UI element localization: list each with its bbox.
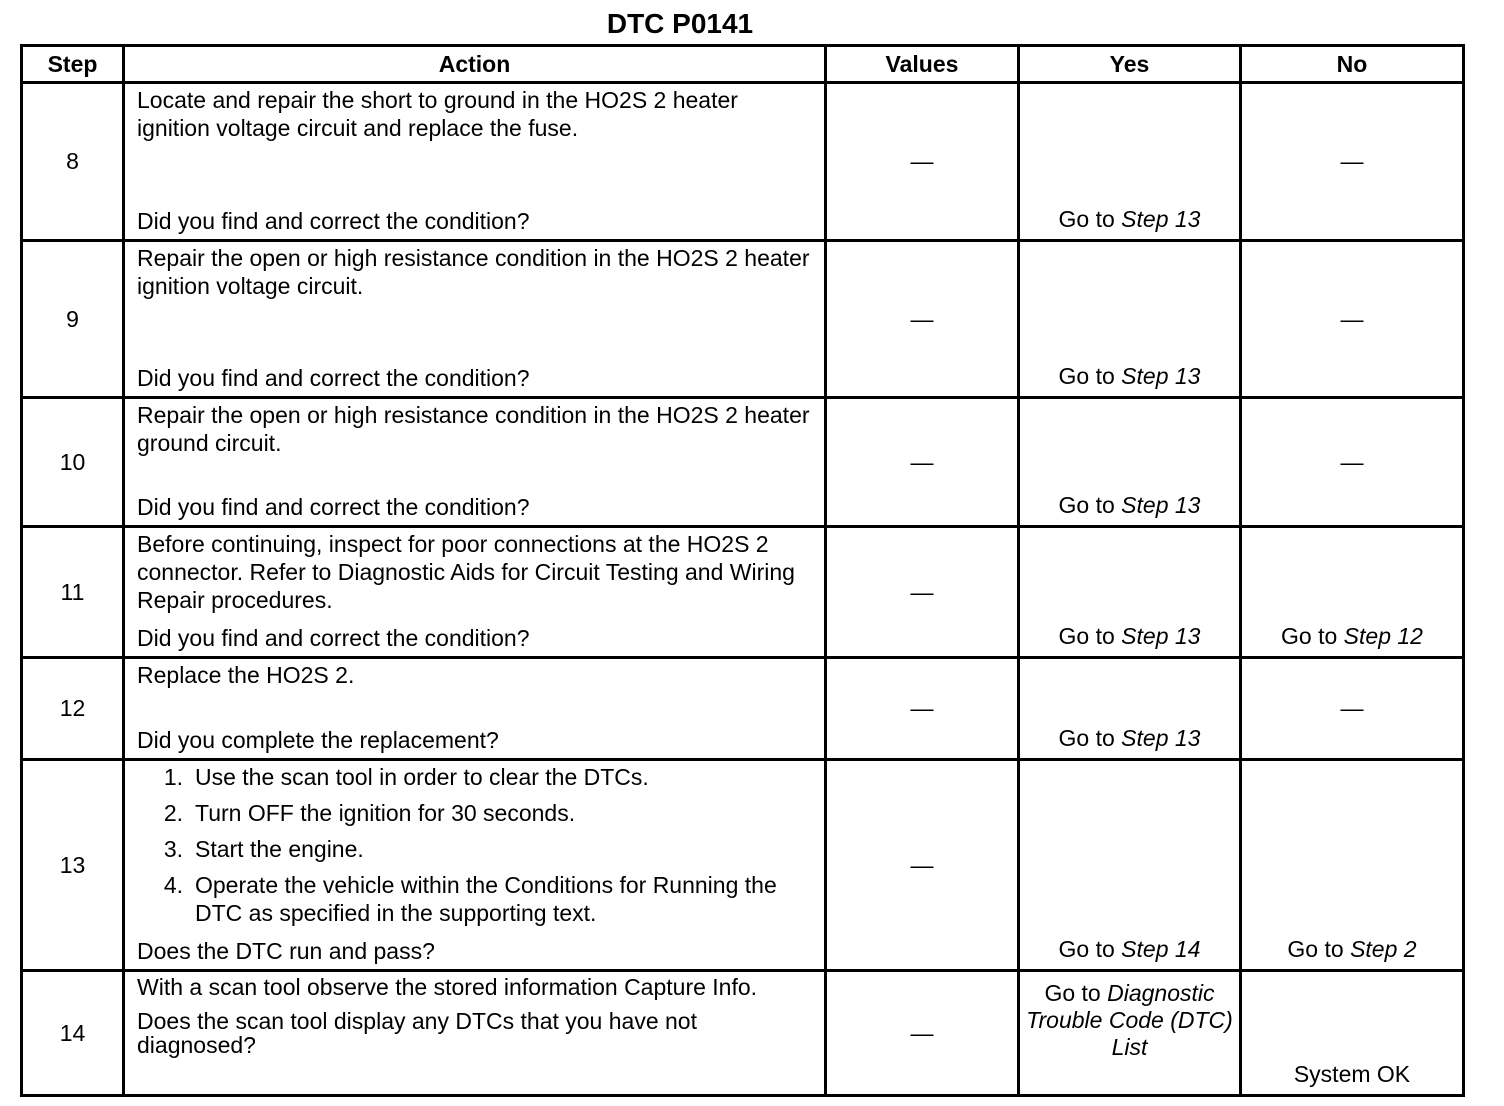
yes-prefix: Go to (1058, 363, 1122, 389)
no-cell: System OK (1241, 971, 1464, 1096)
no-cell (1241, 527, 1464, 658)
action-question: Did you complete the replacement? (137, 727, 499, 753)
action-text: Repair the open or high resistance condition in the HO2S 2 heater ignition voltage circuit. (137, 245, 810, 299)
values-cell: — (826, 527, 1019, 658)
action-question: Does the scan tool display any DTCs that you have not diagnosed? (137, 1008, 697, 1058)
yes-cell (1019, 241, 1241, 398)
table-row (22, 971, 1464, 1096)
substep-text: Turn OFF the ignition for 30 seconds. (195, 800, 576, 826)
action-cell (124, 83, 826, 241)
yes-step-link[interactable]: Step 13 (1121, 206, 1201, 232)
table-row (22, 658, 1464, 760)
substep-item (137, 871, 816, 927)
action-cell (124, 527, 826, 658)
substep-text: Operate the vehicle within the Conditions for Running the DTC as specified in the supporting text. (195, 872, 777, 926)
action-text: Locate and repair the short to ground in the HO2S 2 heater ignition voltage circuit and replace the fuse. (137, 87, 738, 141)
values-cell: — (826, 241, 1019, 398)
action-text: Before continuing, inspect for poor connections at the HO2S 2 connector. Refer to Diagnostic Aids for Circuit Testing and Wiring Repair procedures. (137, 531, 795, 613)
substep-item (137, 763, 816, 791)
substep-item (137, 835, 816, 863)
values-cell: — (826, 658, 1019, 760)
no-step-link[interactable]: Step 12 (1343, 623, 1423, 649)
yes-prefix: Go to (1058, 936, 1122, 962)
yes-step-link[interactable]: Step 13 (1121, 725, 1201, 751)
yes-cell (1019, 527, 1241, 658)
action-text: Replace the HO2S 2. (137, 662, 355, 688)
yes-cell (1019, 658, 1241, 760)
no-cell (1241, 760, 1464, 971)
step-number: 10 (22, 398, 124, 527)
yes-step-link[interactable]: Step 13 (1121, 363, 1201, 389)
no-cell: — (1241, 83, 1464, 241)
step-number: 13 (22, 760, 124, 971)
action-cell (124, 971, 826, 1096)
yes-prefix: Go to (1058, 492, 1122, 518)
substep-text: Start the engine. (195, 836, 364, 862)
no-cell: — (1241, 241, 1464, 398)
yes-prefix: Go to (1058, 206, 1122, 232)
header-yes: Yes (1019, 46, 1241, 83)
action-cell (124, 241, 826, 398)
substep-number: 1. (163, 764, 183, 790)
header-values: Values (826, 46, 1019, 83)
yes-cell (1019, 760, 1241, 971)
header-no: No (1241, 46, 1464, 83)
action-question: Did you find and correct the condition? (137, 208, 530, 234)
yes-dtc-list-link[interactable]: Diagnostic Trouble Code (DTC) List (1026, 980, 1233, 1060)
no-step-link[interactable]: Step 2 (1350, 936, 1417, 962)
substep-number: 2. (163, 800, 183, 826)
yes-step-link[interactable]: Step 13 (1121, 492, 1201, 518)
action-question: Did you find and correct the condition? (137, 365, 530, 391)
substep-item (137, 799, 816, 827)
header-step: Step (22, 46, 124, 83)
action-question: Does the DTC run and pass? (137, 938, 435, 964)
step-number: 12 (22, 658, 124, 760)
step-number: 14 (22, 971, 124, 1096)
action-cell (124, 658, 826, 760)
dtc-table (20, 44, 1465, 1097)
yes-cell (1019, 83, 1241, 241)
action-question: Did you find and correct the condition? (137, 494, 530, 520)
header-action: Action (124, 46, 826, 83)
yes-prefix: Go to (1058, 623, 1122, 649)
values-cell: — (826, 760, 1019, 971)
values-cell: — (826, 398, 1019, 527)
table-row (22, 527, 1464, 658)
no-prefix: Go to (1287, 936, 1351, 962)
yes-prefix: Go to (1058, 725, 1122, 751)
action-text: With a scan tool observe the stored information Capture Info. (137, 974, 758, 1000)
step-number: 11 (22, 527, 124, 658)
table-row (22, 83, 1464, 241)
substep-text: Use the scan tool in order to clear the DTCs. (195, 764, 649, 790)
values-cell: — (826, 83, 1019, 241)
action-cell (124, 760, 826, 971)
substep-number: 4. (163, 872, 183, 898)
values-cell: — (826, 971, 1019, 1096)
substep-list (137, 763, 816, 927)
step-number: 9 (22, 241, 124, 398)
action-cell (124, 398, 826, 527)
table-header-row (22, 46, 1464, 83)
yes-prefix: Go to (1044, 980, 1108, 1006)
action-text: Repair the open or high resistance condition in the HO2S 2 heater ground circuit. (137, 402, 810, 456)
substep-number: 3. (163, 836, 183, 862)
table-row (22, 241, 1464, 398)
table-row (22, 760, 1464, 971)
table-row (22, 398, 1464, 527)
action-question: Did you find and correct the condition? (137, 625, 530, 651)
document-title: DTC P0141 (606, 8, 754, 39)
no-cell: — (1241, 658, 1464, 760)
yes-cell (1019, 971, 1241, 1096)
yes-cell (1019, 398, 1241, 527)
yes-step-link[interactable]: Step 14 (1121, 936, 1201, 962)
no-prefix: Go to (1281, 623, 1344, 649)
step-number: 8 (22, 83, 124, 241)
yes-step-link[interactable]: Step 13 (1121, 623, 1201, 649)
no-cell: — (1241, 398, 1464, 527)
